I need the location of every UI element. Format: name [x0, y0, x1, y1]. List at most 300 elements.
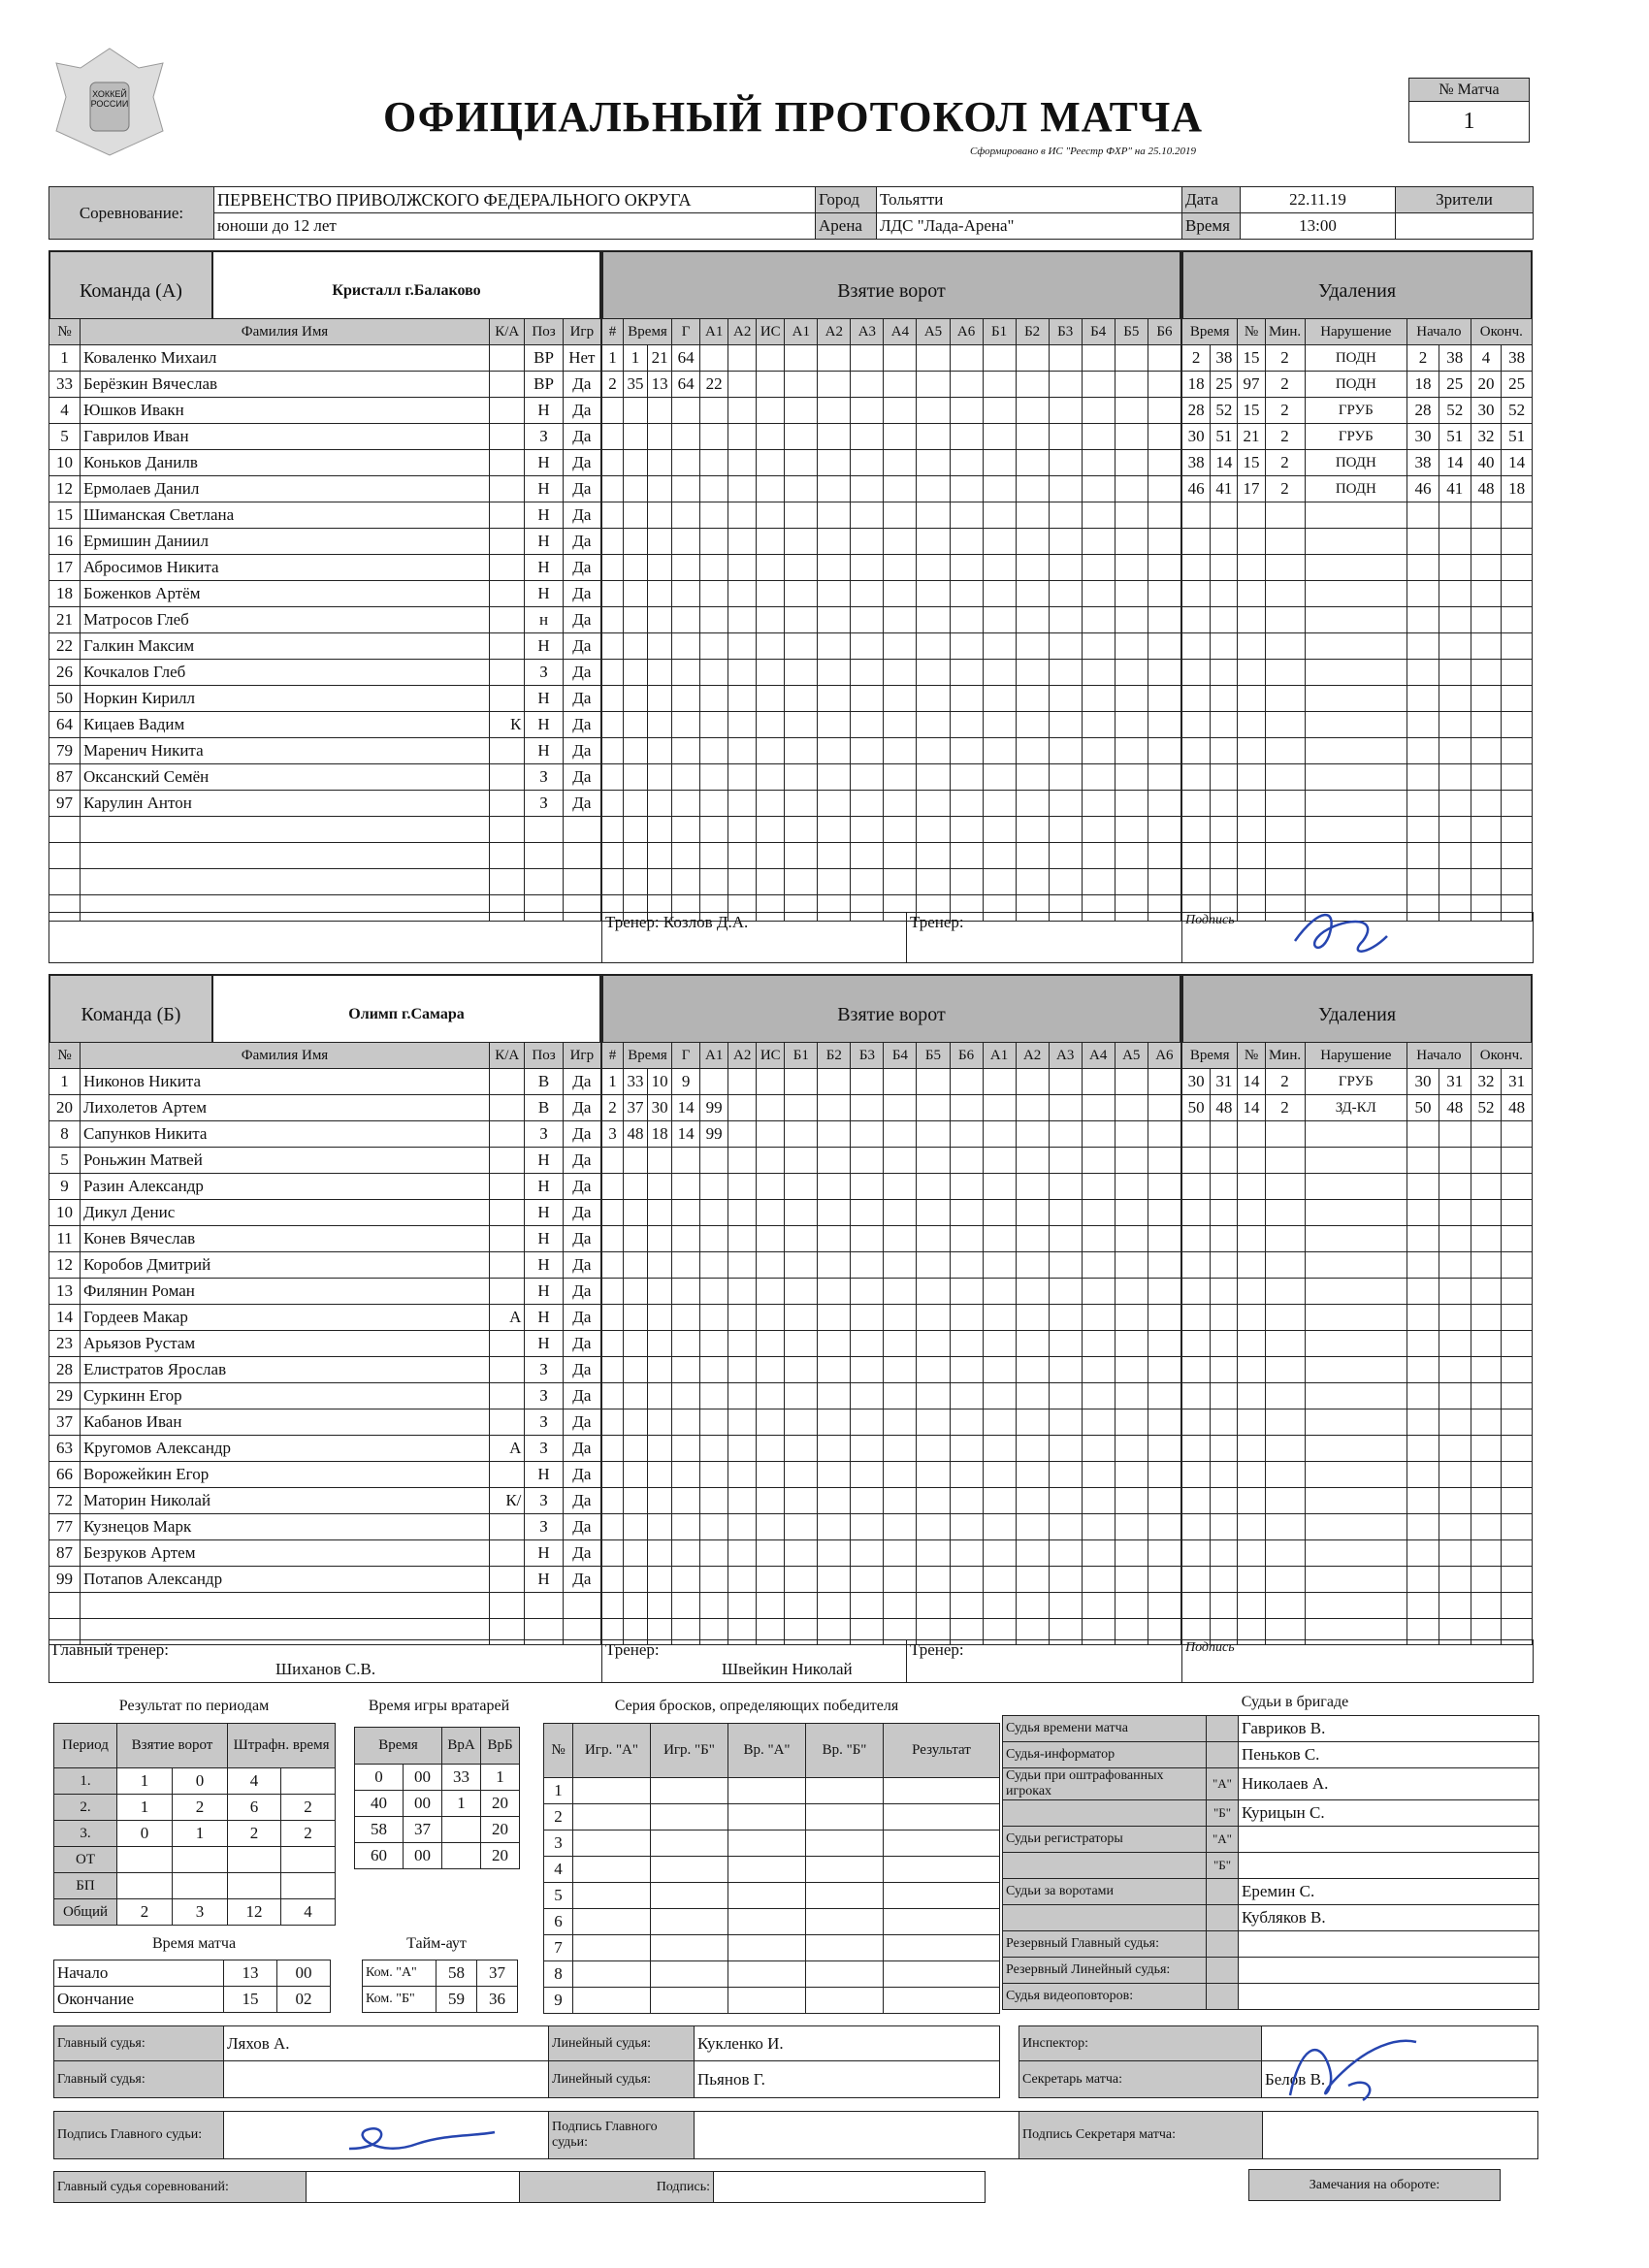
table-row: [49, 817, 601, 843]
penalty-cell: 50: [1182, 1095, 1211, 1121]
penalty-cell: 52: [1211, 398, 1238, 424]
ref-role: Судьи регистраторы: [1003, 1827, 1207, 1853]
player-played: Да: [563, 660, 600, 686]
player-number: 21: [49, 607, 81, 633]
period-cell: [281, 1847, 336, 1873]
team-a-penalties: [1181, 318, 1533, 922]
player-name: Кругомов Александр: [81, 1436, 490, 1462]
penalty-cell: 25: [1211, 372, 1238, 398]
ref-name: [1239, 1984, 1539, 2010]
table-row: [49, 476, 601, 502]
competition-label: Соревнование:: [49, 187, 214, 240]
match-number-label: № Матча: [1409, 79, 1530, 102]
player-name: Гаврилов Иван: [81, 424, 490, 450]
table-row: [1003, 1800, 1539, 1827]
shootout-num: 5: [544, 1883, 573, 1909]
player-name: Берёзкин Вячеслав: [81, 372, 490, 398]
table-row: [1182, 1593, 1533, 1619]
table-row: [49, 843, 601, 869]
table-row: [1182, 1409, 1533, 1436]
goal-cell: 1: [602, 345, 624, 372]
ref-name: Пеньков С.: [1239, 1742, 1539, 1768]
player-number: 1: [49, 1069, 81, 1095]
sign-secretary-label: Подпись Секретаря матча:: [1019, 2112, 1262, 2158]
goals-line-header: Б3: [851, 1043, 884, 1069]
goals-a2-header: А2: [728, 319, 757, 345]
table-row: [1182, 660, 1533, 686]
goal-cell: [700, 1069, 728, 1095]
penalty-cell: 4: [1471, 345, 1502, 372]
period-cell: [173, 1847, 228, 1873]
player-played: Да: [563, 1567, 600, 1593]
goals-line-header: А6: [1148, 1043, 1180, 1069]
table-row: [602, 1121, 1181, 1148]
goal-cell: 10: [648, 1069, 672, 1095]
table-row: [1182, 791, 1533, 817]
player-name: Конев Вячеслав: [81, 1226, 490, 1252]
secretary: Белов В.: [1262, 2061, 1538, 2098]
line-ref2-label: Линейный судья:: [549, 2061, 695, 2098]
player-played: Да: [563, 581, 600, 607]
table-row: [1182, 1121, 1533, 1148]
period-cell: Общий: [54, 1899, 117, 1926]
player-number: 4: [49, 398, 81, 424]
goalie-cell: 1: [442, 1791, 481, 1817]
team-a-name: Кристалл г.Балаково: [211, 250, 601, 332]
player-position: З: [525, 660, 563, 686]
match-time-table: [53, 1960, 331, 2013]
timeout-title: Тайм-аут: [406, 1935, 467, 1952]
ref-team: [1207, 1742, 1239, 1768]
table-row: [49, 1514, 601, 1540]
player-played: Да: [563, 712, 600, 738]
sign-main2-label: Подпись Главного судьи:: [549, 2112, 695, 2159]
player-name: Потапов Александр: [81, 1567, 490, 1593]
player-position: З: [525, 1121, 563, 1148]
penalty-cell: 17: [1238, 476, 1265, 502]
player-role: К: [490, 712, 525, 738]
table-row: [602, 764, 1181, 791]
goal-cell: 14: [672, 1121, 700, 1148]
player-role: [490, 1095, 525, 1121]
goals-line-header: А4: [1082, 1043, 1115, 1069]
ref-role: Судья видеоповторов:: [1003, 1984, 1207, 2010]
shootout-num: 1: [544, 1778, 573, 1804]
goals-is-header: ИС: [757, 1043, 785, 1069]
timeout-b-m: 59: [436, 1987, 477, 2013]
table-row: [49, 1540, 601, 1567]
team-b-coach2-label: Тренер:: [907, 1640, 1182, 1683]
player-role: [490, 476, 525, 502]
ref-name: Еремин С.: [1239, 1879, 1539, 1905]
player-played: Да: [563, 1279, 600, 1305]
team-b-coach-label: Тренер:: [605, 1640, 660, 1659]
pen-min-header: Мин.: [1265, 319, 1305, 345]
periods-goals-header: Взятие ворот: [117, 1724, 228, 1768]
timeout-b-s: 36: [477, 1987, 518, 2013]
penalty-cell: 52: [1471, 1095, 1502, 1121]
player-name: Дикул Денис: [81, 1200, 490, 1226]
goalie-cell: 00: [404, 1765, 442, 1791]
player-role: [490, 633, 525, 660]
player-role: [490, 1121, 525, 1148]
player-position: Н: [525, 1252, 563, 1279]
table-row: [1182, 738, 1533, 764]
goal-cell: 22: [700, 372, 728, 398]
refs-title: Судьи в бригаде: [1241, 1694, 1349, 1710]
table-row: [1182, 1514, 1533, 1540]
period-cell: [281, 1873, 336, 1899]
player-name: Оксанский Семён: [81, 764, 490, 791]
penalty-cell: 51: [1502, 424, 1533, 450]
table-row: [1182, 450, 1533, 476]
main-ref-signature: [330, 2115, 504, 2163]
ref-name: [1239, 1931, 1539, 1958]
table-row: [602, 450, 1181, 476]
goal-cell: 18: [648, 1121, 672, 1148]
goals-line-header: Б6: [950, 1043, 983, 1069]
ref-team: [1207, 1879, 1239, 1905]
penalty-cell: 38: [1502, 345, 1533, 372]
player-played: Да: [563, 1514, 600, 1540]
player-number: 37: [49, 1409, 81, 1436]
goals-line-header: А1: [785, 319, 818, 345]
period-cell: 1: [173, 1821, 228, 1847]
table-row: [1182, 1200, 1533, 1226]
inspector-label: Инспектор:: [1019, 2026, 1262, 2061]
spectators-value: [1396, 213, 1534, 240]
player-role: [490, 1514, 525, 1540]
player-role: [490, 1226, 525, 1252]
period-cell: 0: [117, 1821, 173, 1847]
player-position: Н: [525, 476, 563, 502]
table-row: [1003, 1742, 1539, 1768]
table-row: [1182, 712, 1533, 738]
table-row: [49, 372, 601, 398]
ref-team: [1207, 1984, 1239, 2010]
date-label: Дата: [1182, 187, 1241, 213]
penalty-cell: 21: [1238, 424, 1265, 450]
ref-team: "Б": [1207, 1800, 1239, 1827]
player-number: 20: [49, 1095, 81, 1121]
pen-start-header: Начало: [1407, 319, 1471, 345]
player-number: 8: [49, 1121, 81, 1148]
table-row: [544, 1831, 1000, 1857]
ref-role: [1003, 1853, 1207, 1879]
goalie-cell: 37: [404, 1817, 442, 1843]
penalty-cell: ПОДН: [1305, 476, 1406, 502]
player-position: Н: [525, 1226, 563, 1252]
table-row: [602, 398, 1181, 424]
timeout-a-label: Ком. "А": [363, 1960, 436, 1987]
table-row: [544, 1961, 1000, 1988]
shootout-num: 2: [544, 1804, 573, 1831]
player-number: 18: [49, 581, 81, 607]
team-a-section: [48, 250, 1533, 931]
penalty-cell: ГРУБ: [1305, 1069, 1406, 1095]
table-row: [602, 1305, 1181, 1331]
table-row: [1003, 1827, 1539, 1853]
player-number: 22: [49, 633, 81, 660]
player-role: [490, 502, 525, 529]
ref-team: [1207, 1958, 1239, 1984]
periods-period-header: Период: [54, 1724, 117, 1768]
goals-line-header: Б5: [1115, 319, 1148, 345]
roster-play-header: Игр: [563, 1043, 600, 1069]
line-ref1: Кукленко И.: [695, 2026, 1000, 2061]
player-position: В: [525, 1095, 563, 1121]
table-row: [1182, 1436, 1533, 1462]
player-played: Да: [563, 1200, 600, 1226]
player-role: [490, 607, 525, 633]
table-row: [602, 1095, 1181, 1121]
player-position: Н: [525, 398, 563, 424]
ref-role: Судья-информатор: [1003, 1742, 1207, 1768]
table-row: [602, 1436, 1181, 1462]
penalty-cell: 18: [1407, 372, 1439, 398]
remarks-table: [1248, 2169, 1501, 2201]
goals-line-header: Б2: [1016, 319, 1049, 345]
shootout-header: Вр. "Б": [806, 1724, 884, 1778]
player-name: Гордеев Макар: [81, 1305, 490, 1331]
table-row: [49, 633, 601, 660]
penalty-cell: 31: [1211, 1069, 1238, 1095]
roster-ka-header: К/А: [490, 1043, 525, 1069]
player-played: Да: [563, 476, 600, 502]
table-row: [1182, 529, 1533, 555]
table-row: [355, 1791, 520, 1817]
table-row: [1182, 1174, 1533, 1200]
table-row: [49, 424, 601, 450]
player-position: Н: [525, 555, 563, 581]
table-row: [1003, 1853, 1539, 1879]
player-played: Да: [563, 1305, 600, 1331]
table-row: [544, 1778, 1000, 1804]
penalty-cell: 30: [1182, 1069, 1211, 1095]
penalty-cell: ЗД-КЛ: [1305, 1095, 1406, 1121]
table-row: [1182, 843, 1533, 869]
table-row: [49, 1121, 601, 1148]
penalty-cell: 2: [1407, 345, 1439, 372]
ref-team: [1207, 1716, 1239, 1742]
goalie-cell: 20: [481, 1791, 520, 1817]
penalty-cell: ГРУБ: [1305, 424, 1406, 450]
goal-cell: 64: [672, 345, 700, 372]
goal-cell: 64: [672, 372, 700, 398]
table-row: [49, 1069, 601, 1095]
table-row: [1182, 1488, 1533, 1514]
penalty-cell: 38: [1211, 345, 1238, 372]
player-number: 50: [49, 686, 81, 712]
player-role: [490, 424, 525, 450]
player-name: Кочкалов Глеб: [81, 660, 490, 686]
table-row: [1003, 1931, 1539, 1958]
player-name: Кицаев Вадим: [81, 712, 490, 738]
penalty-cell: 2: [1265, 372, 1305, 398]
penalty-cell: 14: [1502, 450, 1533, 476]
table-row: [49, 1488, 601, 1514]
ref-team: "Б": [1207, 1853, 1239, 1879]
penalty-cell: 18: [1182, 372, 1211, 398]
table-row: [49, 1409, 601, 1436]
player-position: Н: [525, 1305, 563, 1331]
goal-cell: 99: [700, 1121, 728, 1148]
goal-cell: 9: [672, 1069, 700, 1095]
player-role: [490, 450, 525, 476]
match-start-m: 00: [277, 1960, 331, 1987]
player-number: 63: [49, 1436, 81, 1462]
goalie-cell: 20: [481, 1843, 520, 1869]
competition-category: юноши до 12 лет: [214, 213, 816, 240]
table-row: [49, 1305, 601, 1331]
penalty-cell: ПОДН: [1305, 372, 1406, 398]
competition-name: ПЕРВЕНСТВО ПРИВОЛЖСКОГО ФЕДЕРАЛЬНОГО ОКРУГА: [214, 187, 816, 213]
shootout-num: 9: [544, 1988, 573, 2014]
goals-line-header: А3: [1049, 1043, 1082, 1069]
table-row: [49, 712, 601, 738]
table-row: [1182, 1069, 1533, 1095]
penalty-cell: 38: [1439, 345, 1471, 372]
sign-main2: [695, 2112, 1019, 2159]
penalty-cell: 30: [1407, 424, 1439, 450]
player-played: Да: [563, 1095, 600, 1121]
player-position: ВР: [525, 372, 563, 398]
table-row: [602, 1174, 1181, 1200]
ref-role: Резервный Линейный судья:: [1003, 1958, 1207, 1984]
emblem-text: ХОККЕЙ РОССИИ: [90, 89, 129, 109]
penalty-cell: 38: [1407, 450, 1439, 476]
page-subtitle: Сформировано в ИС "Реестр ФХР" на 25.10.2019: [970, 146, 1197, 157]
penalty-cell: ГРУБ: [1305, 398, 1406, 424]
table-row: [602, 424, 1181, 450]
table-row: [602, 791, 1181, 817]
team-a-coach: Козлов Д.А.: [663, 913, 749, 931]
player-played: Да: [563, 633, 600, 660]
main-ref2: [224, 2061, 549, 2098]
table-row: [1003, 1958, 1539, 1984]
table-row: [1182, 345, 1533, 372]
player-played: Да: [563, 1383, 600, 1409]
table-row: [1182, 817, 1533, 843]
player-position: Н: [525, 502, 563, 529]
player-position: Н: [525, 1540, 563, 1567]
table-row: [54, 1873, 336, 1899]
penalty-cell: 15: [1238, 450, 1265, 476]
table-row: [602, 581, 1181, 607]
shootout-header: Игр. "А": [573, 1724, 651, 1778]
penalty-cell: 52: [1502, 398, 1533, 424]
table-row: [49, 529, 601, 555]
player-name: Кузнецов Марк: [81, 1514, 490, 1540]
player-played: Да: [563, 1148, 600, 1174]
match-start-h: 13: [224, 1960, 277, 1987]
table-row: [602, 1383, 1181, 1409]
player-role: [490, 1357, 525, 1383]
team-b-penalties: [1181, 1042, 1533, 1645]
penalty-cell: 14: [1238, 1095, 1265, 1121]
player-role: [490, 1331, 525, 1357]
goalies-time-header: Время: [355, 1728, 442, 1765]
goalie-cell: 0: [355, 1765, 404, 1791]
city-value: Тольятти: [877, 187, 1182, 213]
roster-pos-header: Поз: [525, 319, 563, 345]
table-row: [49, 1174, 601, 1200]
comp-sign-label: Подпись:: [520, 2172, 714, 2203]
player-role: [490, 1148, 525, 1174]
player-name: Ермолаев Данил: [81, 476, 490, 502]
main-ref: Ляхов А.: [224, 2026, 549, 2061]
goals-line-header: Б1: [785, 1043, 818, 1069]
player-name: Норкин Кирилл: [81, 686, 490, 712]
table-row: [602, 529, 1181, 555]
table-row: [1182, 398, 1533, 424]
period-cell: ОТ: [54, 1847, 117, 1873]
player-name: Роньжин Матвей: [81, 1148, 490, 1174]
player-played: Да: [563, 1252, 600, 1279]
player-position: Н: [525, 712, 563, 738]
table-row: [602, 607, 1181, 633]
team-a-roster: [48, 318, 601, 922]
player-role: К/: [490, 1488, 525, 1514]
goals-line-header: А3: [851, 319, 884, 345]
goalie-cell: 00: [404, 1843, 442, 1869]
penalty-cell: 48: [1211, 1095, 1238, 1121]
player-number: 5: [49, 424, 81, 450]
ref-name: [1239, 1853, 1539, 1879]
table-row: [49, 581, 601, 607]
table-row: [49, 1200, 601, 1226]
penalty-cell: 2: [1265, 450, 1305, 476]
player-played: Да: [563, 529, 600, 555]
comp-sign: [714, 2172, 986, 2203]
player-name: Никонов Никита: [81, 1069, 490, 1095]
player-number: 23: [49, 1331, 81, 1357]
player-position: Н: [525, 1200, 563, 1226]
table-row: [1182, 476, 1533, 502]
penalty-cell: 2: [1182, 345, 1211, 372]
player-number: 13: [49, 1279, 81, 1305]
table-row: [49, 1462, 601, 1488]
table-row: [602, 660, 1181, 686]
table-row: [1003, 1716, 1539, 1742]
penalty-cell: 30: [1471, 398, 1502, 424]
period-cell: 2: [228, 1821, 281, 1847]
player-name: Карулин Антон: [81, 791, 490, 817]
player-name: Галкин Максим: [81, 633, 490, 660]
table-row: [1182, 1095, 1533, 1121]
player-position: Н: [525, 738, 563, 764]
goal-cell: 1: [624, 345, 648, 372]
table-row: [49, 1252, 601, 1279]
penalty-cell: 38: [1182, 450, 1211, 476]
table-row: [49, 1095, 601, 1121]
timeout-a-m: 58: [436, 1960, 477, 1987]
table-row: [355, 1843, 520, 1869]
team-b-head-coach-label: Главный тренер:: [52, 1640, 170, 1659]
player-number: 1: [49, 345, 81, 372]
player-role: [490, 1069, 525, 1095]
table-row: [355, 1817, 520, 1843]
periods-title: Результат по периодам: [118, 1698, 270, 1714]
table-row: [602, 1567, 1181, 1593]
goals-line-header: Б3: [1049, 319, 1082, 345]
date-value: 22.11.19: [1241, 187, 1396, 213]
team-b-goals: [601, 1042, 1181, 1645]
ref-role: Судьи при оштрафованных игроках: [1003, 1768, 1207, 1800]
goal-cell: 2: [602, 372, 624, 398]
period-cell: 1: [117, 1768, 173, 1795]
goalie-cell: 58: [355, 1817, 404, 1843]
